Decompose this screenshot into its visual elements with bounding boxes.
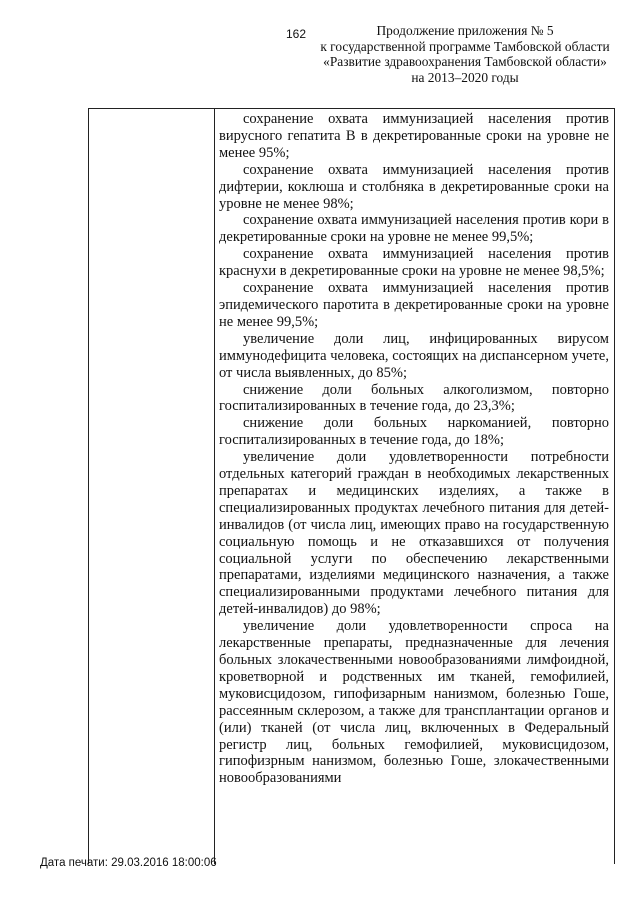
table-left-cell [89,109,215,864]
program-reference-line: к государственной программе Тамбовской области [320,38,610,54]
indicators-table [88,108,615,864]
indicator-paragraph: сохранение охвата иммунизацией населения против дифтерии, коклюша и столбняка в декретированные сроки на уровне не менее 98%; [219,161,609,212]
program-years-line: на 2013–2020 годы [411,69,519,85]
program-name-line: «Развитие здравоохранения Тамбовской области» [323,54,607,69]
table-right-cell [215,109,613,787]
indicator-paragraph: сохранение охвата иммунизацией населения против краснухи в декретированные сроки на уровне не менее 98,5%; [219,246,609,280]
indicator-paragraph: снижение доли больных наркоманией, повторно госпитализированных в течение года, до 18%; [219,415,609,449]
indicator-paragraph: сохранение охвата иммунизацией населения против эпидемического паротита в декретированные сроки на уровне не менее 99,5%; [219,280,609,330]
indicator-paragraph: увеличение доли лиц, инфицированных вирусом иммунодефицита человека, состоящих на диспансерном учете, от числа выявленных, до 85%; [219,330,609,381]
indicator-paragraph: сохранение охвата иммунизацией населения против вирусного гепатита В в декретированные сроки на уровне не менее 95%; [219,111,609,161]
print-date: Дата печати: 29.03.2016 18:00:06 [40,857,217,869]
indicator-paragraph: снижение доли больных алкоголизмом, повторно госпитализированных в течение года, до 23,3%; [219,381,609,415]
indicator-paragraph: сохранение охвата иммунизацией населения против кори в декретированные сроки на уровне не менее 99,5%; [219,212,609,246]
appendix-title-line: Продолжение приложения № 5 [376,23,554,38]
appendix-header [300,23,630,85]
indicator-paragraph: увеличение доли удовлетворенности спроса на лекарственные препараты, предназначенные для лечения больных злокачественными новообразованиями лимфоидной, кроветворной и родственных им тканей, гемофилией, муковисцидозом, гипофизарным нанизмом, болезнью Гоше, рассеянным склерозом, а также для трансплантации органов и (или) тканей (от числа лиц, включенных в Федеральный регистр лиц, больных гемофилией, муковисцидозом, гипофизрным нанизмом, болезнью Гоше, злокачественными новообразованиями [219,618,609,787]
page-number: 162 [286,27,307,41]
indicator-paragraph: увеличение доли удовлетворенности потребности отдельных категорий граждан в необходимых лекарственных препаратах и медицинских изделиях, а также в специализированных продуктах лечебного питания для детей-инвалидов (от числа лиц, имеющих право на государственную социальную помощь и не отказавшихся от получения социальной услуги по обеспечению лекарственными препаратами, изделиями медицинского назначения, а также специализированными продуктами лечебного питания для детей-инвалидов) до 98%; [219,449,609,618]
